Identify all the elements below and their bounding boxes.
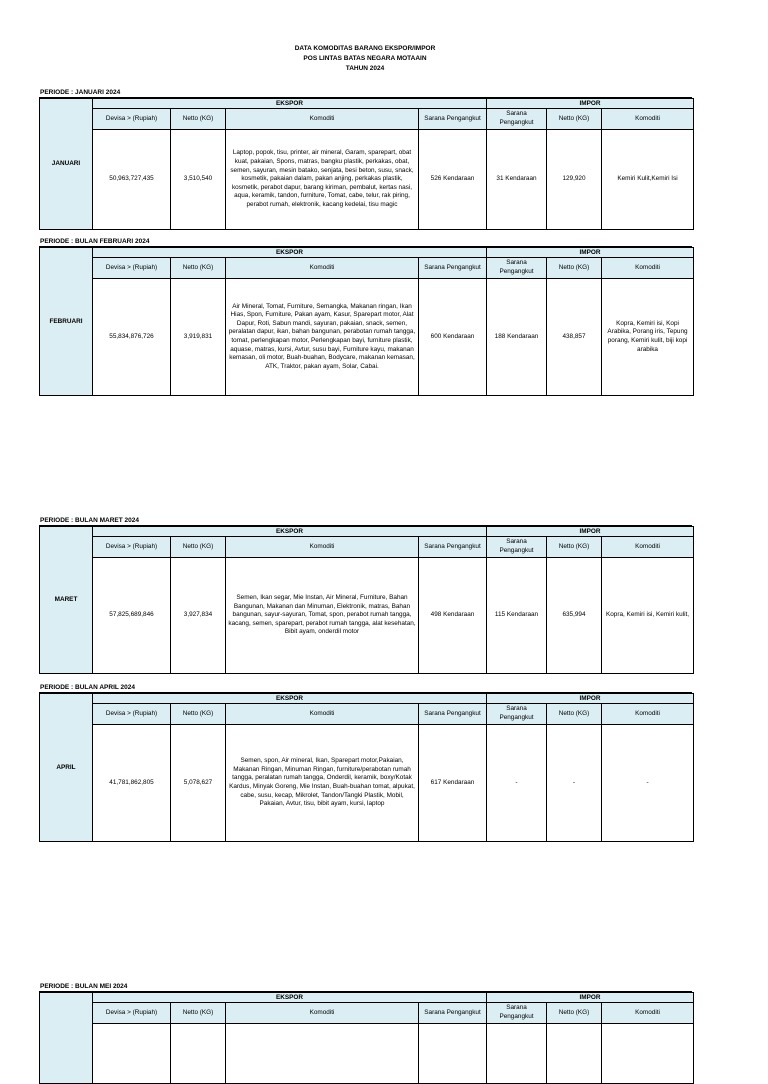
netto-impor-value: 438,857 [547,279,602,396]
commodity-table [39,693,694,842]
netto-ekspor-value: 3,510,540 [171,130,226,230]
netto-impor-value: 129,920 [547,130,602,230]
netto-impor-value [547,1024,602,1084]
ekspor-header: EKSPOR [93,694,487,704]
komoditi-impor-value: Kemiri Kulit,Kemiri Isi [602,130,694,230]
impor-header: IMPOR [487,248,694,258]
sarana-ekspor-header: Sarana Pengangkut [419,1003,487,1024]
month-cell [40,993,93,1084]
periode-label: PERIODE : BULAN APRIL 2024 [39,684,692,693]
title-line-1: DATA KOMODITAS BARANG EKSPOR/IMPOR [294,45,436,52]
komoditi-ekspor-value: Semen, Ikan segar, Mie Instan, Air Mineral, Furniture, Bahan Bangunan, Makanan dan Minuman, Elektronik, matras, Bahan bangunan, sayur-sayuran, Tomat, spon, perabot rumah tangga, kacang, semen, sparepart, perabot rumah tangga, alat kesehatan, Bibit ayam, onderdil motor [226,558,419,674]
devisa-header: Devisa > (Rupiah) [93,704,171,725]
devisa-value: 57,825,689,846 [93,558,171,674]
document-title [0,44,730,74]
periode-section [39,89,692,230]
netto-ekspor-header: Netto (KG) [171,537,226,558]
month-cell: MARET [40,527,93,674]
commodity-table [39,526,694,674]
netto-ekspor-value: 3,927,834 [171,558,226,674]
komoditi-impor-header: Komoditi [602,258,694,279]
sarana-ekspor-header: Sarana Pengangkut [419,109,487,130]
sarana-impor-value: 115 Kendaraan [487,558,547,674]
komoditi-ekspor-value: Semen, spon, Air mineral, Ikan, Sparepart motor,Pakaian, Makanan Ringan, Minuman Ringan, furniture/perabotan rumah tangga, peralatan rumah tangga, Onderdil, keramik, boxy/Kotak Kardus, Minyak Goreng, Mie Instan, Buah-buahan tomat, alpukat, cabe, susu, kecap, Mikrolet, Tandon/Tangki Plastik, Mobil, Pakaian, Avtur, tisu, bibit ayam, kursi, laptop [226,725,419,842]
sarana-ekspor-value: 617 Kendaraan [419,725,487,842]
periode-label: PERIODE : JANUARI 2024 [39,89,692,98]
netto-ekspor-header: Netto (KG) [171,109,226,130]
netto-impor-header: Netto (KG) [547,704,602,725]
netto-ekspor-value [171,1024,226,1084]
sarana-impor-value [487,1024,547,1084]
ekspor-header: EKSPOR [93,993,487,1003]
netto-ekspor-header: Netto (KG) [171,1003,226,1024]
commodity-table [39,98,694,230]
komoditi-ekspor-value: Air Mineral, Tomat, Furniture, Semangka, Makanan ringan, Ikan Hias, Spon, Furniture, Pakan ayam, Kasur, Sparepart motor, Alat Dapur, Roti, Sabun mandi, sayuran, pakaian, snack, semen, peralatan dapur, ikan, bahan bangunan, perabotan rumah tangga, tomat, perlengkapan motor, Perlengkapan bayi, furniture plastik, aquase, matras, kursi, Avtur, susu bayi, Furniture kayu, makanan kemasan, oli motor, Buah-buahan, Bodycare, makanan kemasan, ATK, Traktor, pakan ayam, Solar, Cabai. [226,279,419,396]
devisa-value: 41,781,862,805 [93,725,171,842]
devisa-value: 55,834,876,726 [93,279,171,396]
komoditi-ekspor-header: Komoditi [226,537,419,558]
komoditi-impor-value: Kopra, Kemiri isi, Kemiri kulit, [602,558,694,674]
netto-ekspor-value: 5,078,627 [171,725,226,842]
sarana-ekspor-value: 526 Kendaraan [419,130,487,230]
sarana-impor-value: 31 Kendaraan [487,130,547,230]
sarana-ekspor-value: 498 Kendaraan [419,558,487,674]
month-cell: APRIL [40,694,93,842]
komoditi-impor-header: Komoditi [602,1003,694,1024]
impor-header: IMPOR [487,99,694,109]
komoditi-ekspor-value: Laptop, popok, tisu, printer, air mineral, Garam, sparepart, obat kuat, pakaian, Spons, matras, bangku plastik, perkakas, obat, semen, sayuran, mesin batako, senjata, besi beton, susu, snack, kosmetik, pakaian dalam, pakan anjing, perkakas plastik, kosmetik, perabot dapur, barang kiriman, pembalut, kertas nasi, aqua, keramik, tandon, furniture, Tomat, cabe, telur, rak piring, perabot rumah, elektronik, kacang kedelai, tisu magic [226,130,419,230]
sarana-impor-header: Sarana Pengangkut [487,258,547,279]
komoditi-ekspor-header: Komoditi [226,1003,419,1024]
komoditi-ekspor-header: Komoditi [226,704,419,725]
komoditi-ekspor-header: Komoditi [226,258,419,279]
title-line-2: POS LINTAS BATAS NEGARA MOTAAIN [303,55,427,62]
komoditi-impor-value: Kopra, Kemiri isi, Kopi Arabika, Porang iris, Tepung porang, Kemiri kulit, biji kopi arabika [602,279,694,396]
periode-label: PERIODE : BULAN FEBRUARI 2024 [39,238,692,247]
netto-impor-header: Netto (KG) [547,109,602,130]
periode-section [39,517,692,674]
netto-impor-value: - [547,725,602,842]
impor-header: IMPOR [487,527,694,537]
komoditi-impor-value [602,1024,694,1084]
komoditi-impor-header: Komoditi [602,704,694,725]
netto-impor-header: Netto (KG) [547,1003,602,1024]
impor-header: IMPOR [487,694,694,704]
month-cell: JANUARI [40,99,93,230]
devisa-value [93,1024,171,1084]
title-line-3: TAHUN 2024 [345,65,385,72]
periode-section [39,238,692,396]
periode-section [39,684,692,842]
ekspor-header: EKSPOR [93,527,487,537]
impor-header: IMPOR [487,993,694,1003]
sarana-impor-header: Sarana Pengangkut [487,1003,547,1024]
sarana-impor-header: Sarana Pengangkut [487,537,547,558]
netto-impor-header: Netto (KG) [547,537,602,558]
komoditi-impor-value: - [602,725,694,842]
sarana-impor-value: 188 Kendaraan [487,279,547,396]
komoditi-impor-header: Komoditi [602,537,694,558]
month-cell: FEBRUARI [40,248,93,396]
periode-section [39,983,692,1084]
commodity-table [39,247,694,396]
devisa-header: Devisa > (Rupiah) [93,537,171,558]
netto-ekspor-header: Netto (KG) [171,258,226,279]
sarana-impor-header: Sarana Pengangkut [487,704,547,725]
komoditi-ekspor-header: Komoditi [226,109,419,130]
sarana-ekspor-value [419,1024,487,1084]
commodity-table [39,992,694,1084]
komoditi-impor-header: Komoditi [602,109,694,130]
komoditi-ekspor-value [226,1024,419,1084]
devisa-header: Devisa > (Rupiah) [93,109,171,130]
devisa-value: 50,963,727,435 [93,130,171,230]
sarana-ekspor-header: Sarana Pengangkut [419,258,487,279]
sarana-impor-header: Sarana Pengangkut [487,109,547,130]
sarana-impor-value: - [487,725,547,842]
devisa-header: Devisa > (Rupiah) [93,1003,171,1024]
netto-ekspor-value: 3,919,831 [171,279,226,396]
sarana-ekspor-header: Sarana Pengangkut [419,704,487,725]
netto-ekspor-header: Netto (KG) [171,704,226,725]
ekspor-header: EKSPOR [93,99,487,109]
sarana-ekspor-header: Sarana Pengangkut [419,537,487,558]
sarana-ekspor-value: 600 Kendaraan [419,279,487,396]
netto-impor-header: Netto (KG) [547,258,602,279]
periode-label: PERIODE : BULAN MARET 2024 [39,517,692,526]
periode-label: PERIODE : BULAN MEI 2024 [39,983,692,992]
netto-impor-value: 635,994 [547,558,602,674]
ekspor-header: EKSPOR [93,248,487,258]
devisa-header: Devisa > (Rupiah) [93,258,171,279]
